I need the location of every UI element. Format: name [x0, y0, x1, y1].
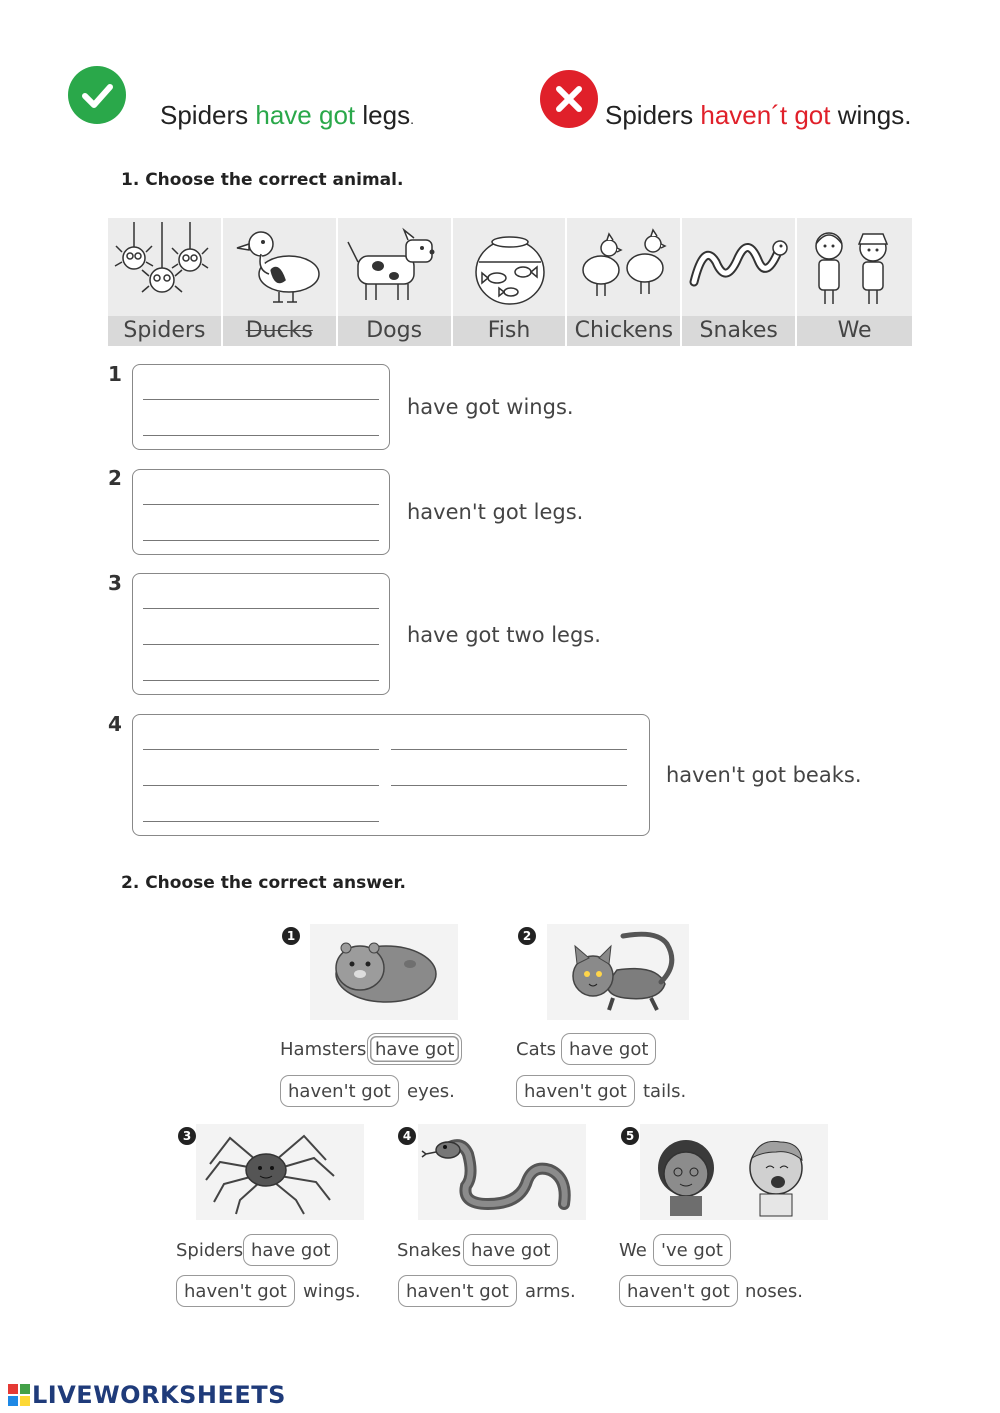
item-sentence-3: have got two legs.	[407, 623, 601, 647]
question-badge: 4	[398, 1127, 416, 1145]
answer-line	[143, 435, 379, 436]
animal-name-fish: Fish	[453, 316, 566, 346]
question-badge: 2	[518, 927, 536, 945]
option-havent-got-4[interactable]: haven't got	[398, 1275, 517, 1307]
animal-card-spiders	[108, 218, 223, 346]
subject-label: Cats	[516, 1039, 557, 1060]
answer-dropzone-1[interactable]	[132, 364, 390, 450]
item-sentence-2: haven't got legs.	[407, 500, 584, 524]
item-sentence-4: haven't got beaks.	[666, 763, 862, 787]
animal-name-we: We	[797, 316, 912, 346]
spiders-icon	[112, 222, 217, 312]
exercise2-heading: 2. Choose the correct answer.	[121, 873, 406, 893]
cat-icon	[547, 924, 689, 1020]
answer-line	[143, 399, 379, 400]
fishbowl-icon	[457, 222, 562, 312]
option-have-got-3[interactable]: have got	[243, 1234, 338, 1266]
snakes-icon	[686, 222, 791, 312]
animal-card-snakes	[682, 218, 797, 346]
cross-icon	[540, 70, 598, 128]
check-icon	[68, 66, 126, 124]
object-label: noses.	[745, 1281, 803, 1302]
answer-line	[143, 644, 379, 645]
animal-card-fish	[453, 218, 568, 346]
item-sentence-1: have got wings.	[407, 395, 574, 419]
positive-object: legs	[362, 100, 411, 130]
answer-dropzone-4[interactable]	[132, 714, 650, 836]
option-havent-got-2[interactable]: haven't got	[516, 1075, 635, 1107]
chickens-icon	[571, 222, 676, 312]
item-number: 2	[108, 466, 122, 490]
question-badge: 1	[282, 927, 300, 945]
snake-icon	[418, 1124, 586, 1220]
liveworksheets-logo-icon	[8, 1384, 30, 1406]
positive-subject: Spiders	[160, 100, 249, 130]
negative-verb: haven´t got	[700, 100, 831, 130]
object-label: eyes.	[407, 1081, 455, 1102]
negative-example	[605, 100, 911, 131]
subject-label: We	[619, 1240, 647, 1261]
animal-name-dogs: Dogs	[338, 316, 451, 346]
option-havent-got-1[interactable]: haven't got	[280, 1075, 399, 1107]
item-number: 4	[108, 712, 122, 736]
duck-icon	[227, 222, 332, 312]
animal-name-spiders: Spiders	[108, 316, 221, 346]
positive-end: .	[410, 111, 414, 127]
footer-brand: LIVEWORKSHEETS	[32, 1381, 286, 1409]
answer-line	[143, 608, 379, 609]
object-label: arms.	[525, 1281, 576, 1302]
option-havent-got-3[interactable]: haven't got	[176, 1275, 295, 1307]
object-label: wings.	[303, 1281, 361, 1302]
answer-line	[391, 749, 627, 750]
question-badge: 5	[621, 1127, 639, 1145]
animal-card-ducks	[223, 218, 338, 346]
animal-card-dogs	[338, 218, 453, 346]
animal-card-we	[797, 218, 912, 346]
positive-example	[160, 100, 414, 131]
spider-icon	[196, 1124, 364, 1220]
ducks-crossed-label: Ducks	[245, 318, 313, 343]
footer-logo[interactable]	[8, 1381, 286, 1409]
answer-line	[143, 504, 379, 505]
answer-line	[143, 785, 379, 786]
object-label: tails.	[643, 1081, 687, 1102]
question-badge: 3	[178, 1127, 196, 1145]
animal-name-ducks	[223, 316, 336, 346]
subject-label: Hamsters	[280, 1039, 367, 1060]
subject-label: Snakes	[397, 1240, 462, 1261]
dog-icon	[342, 222, 447, 312]
children-icon	[640, 1124, 828, 1220]
exercise1-heading: 1. Choose the correct animal.	[121, 170, 404, 190]
option-have-got-4[interactable]: have got	[463, 1234, 558, 1266]
answer-line	[143, 680, 379, 681]
negative-object: wings.	[837, 100, 912, 130]
option-have-got-5[interactable]: 've got	[653, 1234, 731, 1266]
option-have-got-1[interactable]: have got	[367, 1033, 462, 1065]
answer-line	[391, 785, 627, 786]
answer-line	[143, 749, 379, 750]
animal-name-snakes: Snakes	[682, 316, 795, 346]
animal-strip	[108, 218, 912, 346]
children-icon	[801, 222, 908, 312]
hamster-icon	[310, 924, 458, 1020]
answer-line	[143, 540, 379, 541]
item-number: 3	[108, 571, 122, 595]
negative-subject: Spiders	[605, 100, 694, 130]
option-havent-got-5[interactable]: haven't got	[619, 1275, 738, 1307]
item-number: 1	[108, 362, 122, 386]
animal-card-chickens	[567, 218, 682, 346]
answer-dropzone-3[interactable]	[132, 573, 390, 695]
positive-verb: have got	[255, 100, 356, 130]
animal-name-chickens: Chickens	[567, 316, 680, 346]
answer-line	[143, 821, 379, 822]
subject-label: Spiders	[176, 1240, 244, 1261]
option-have-got-2[interactable]: have got	[561, 1033, 656, 1065]
answer-dropzone-2[interactable]	[132, 469, 390, 555]
